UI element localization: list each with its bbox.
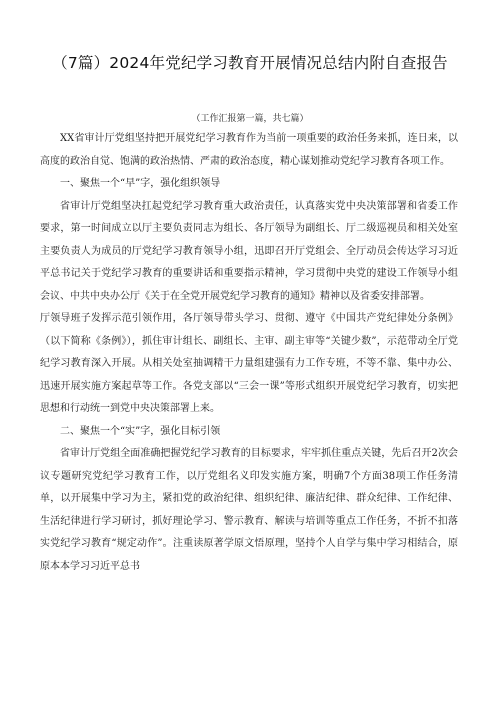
document-title: （7篇）2024年党纪学习教育开展情况总结内附自查报告 xyxy=(52,54,448,72)
paragraph-section-1-a: 省审计厅党组坚决扛起党纪学习教育重大政治责任，认真落实党中央决策部署和省委工作要求，第一时间成立以厅主要负责同志为组长、各厅领导为副组长、厅二级巡视员和相关处室主要负责人为成员的厅党纪学习教育领导小组，迅即召开厅党组会、全厅动员会传达学习习近平总书记关于党纪学习教育的重要讲话和重要指示精神，学习贯彻中央党的建设工作领导小组会议、中共中央办公厅《关于在全党开展党纪学习教育的通知》精神以及省委安排部署。 xyxy=(40,200,458,302)
section-heading-1: 一、聚焦一个“早”字，强化组织领导 xyxy=(60,178,221,189)
section-heading-2: 二、聚焦一个“实”字，强化目标引领 xyxy=(60,425,221,437)
document-body xyxy=(40,128,458,578)
paragraph-intro: XX省审计厅党组坚持把开展党纪学习教育作为当前一项重要的政治任务来抓，连日来，以高度的政治自觉、饱满的政治热情、严肃的政治态度，精心谋划推动党纪学习教育各项工作。 xyxy=(40,133,458,167)
document-subtitle: （工作汇报第一篇，共七篇） xyxy=(191,114,309,124)
paragraph-section-2-a: 省审计厅党组全面准确把握党纪学习教育的目标要求，牢牢抓住重点关键，先后召开2次会议专题研究党纪学习教育工作，以厅党组名义印发实施方案，明确7个方面38项工作任务清单，以开展集中学习为主，紧扣党的政治纪律、组织纪律、廉洁纪律、群众纪律、工作纪律、生活纪律进行学习研讨，抓好理论学习、警示教育、解读与培训等重点工作任务，不折不扣落实党纪学习教育“规定动作”。注重读原著学原文悟原理，坚持个人自学与集中学习相结合，原原本本学习习近平总书 xyxy=(40,448,458,572)
paragraph-section-1-b: 厅领导班子发挥示范引领作用，各厅领导带头学习、贯彻、遵守《中国共产党纪律处分条例》（以下简称《条例》），抓住审计组长、副组长、主审、副主审等“关键少数”，示范带动全厅党纪学习教育深入开展。从相关处室抽调精干力量组建强有力工作专班，不等不靠、集中办公、迅速开展实施方案起草等工作。各党支部以“三会一课”等形式组织开展党纪学习教育，切实把思想和行动统一到党中央决策部署上来。 xyxy=(40,313,458,414)
